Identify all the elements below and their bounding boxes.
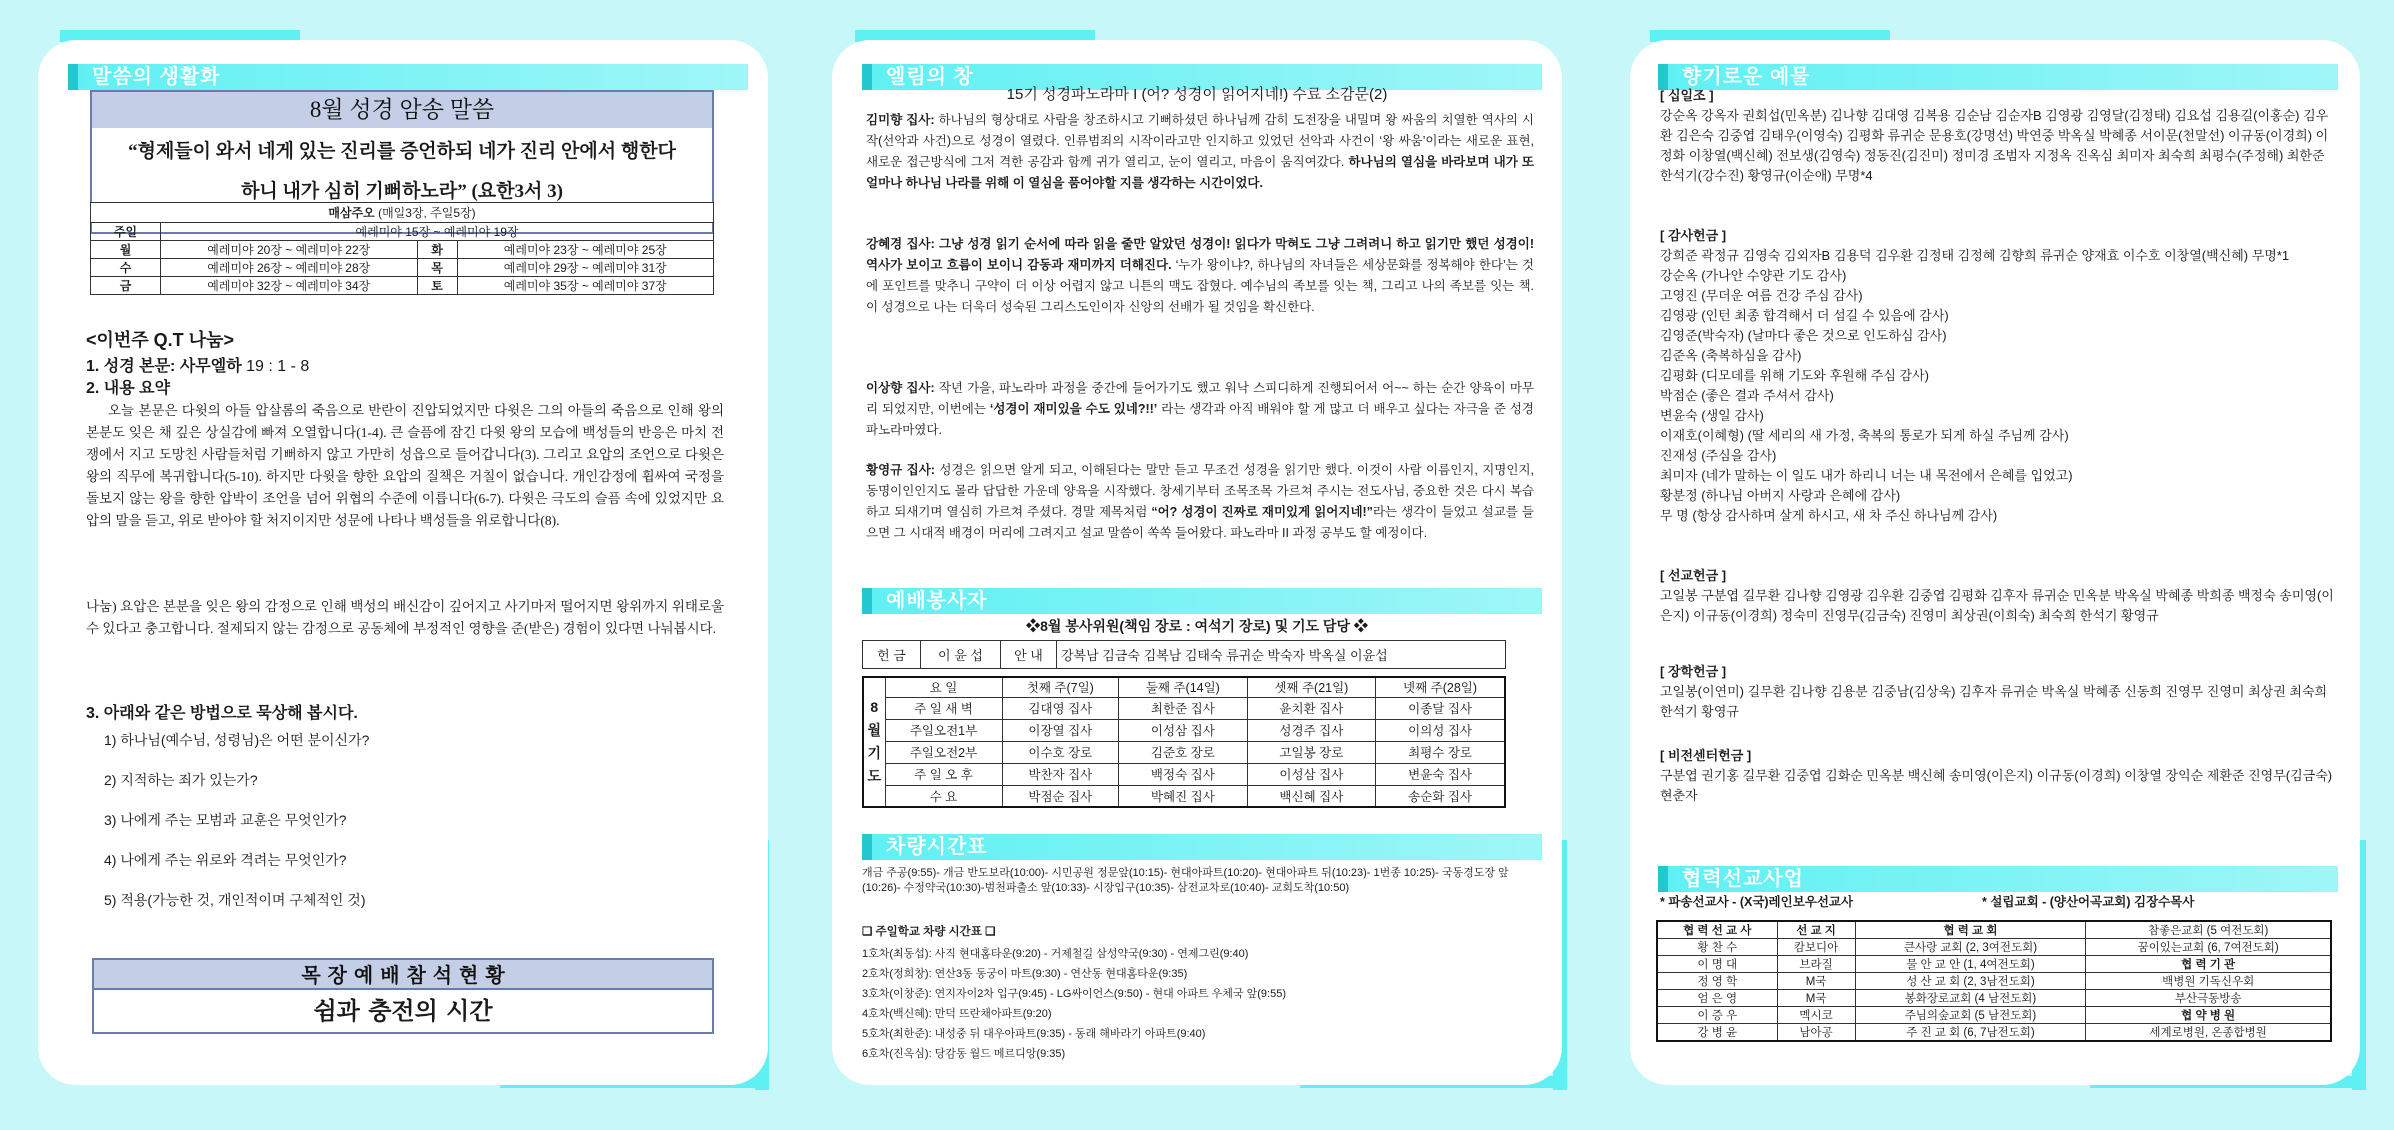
sunday-school-list bbox=[862, 944, 1286, 1064]
section-header: 차량시간표 bbox=[862, 834, 1542, 860]
meditation-question: 2) 지적하는 죄가 있는가? bbox=[104, 772, 258, 788]
section-header: 예배봉사자 bbox=[862, 588, 1542, 614]
list-item: 이재호(이혜형) (딸 세리의 새 가정, 축복의 통로가 되게 하실 주님께 감사) bbox=[1660, 428, 2069, 443]
table-row: 황 찬 수 캄보디아 큰사랑 교회 (2, 3여전도회) 꿈이있는교회 (6, 7여전도회) bbox=[1657, 939, 2331, 956]
list-item: 김준옥 (축복하심을 감사) bbox=[1660, 348, 1802, 363]
reading-range: 예레미야 23장 ~ 예레미야 25장 bbox=[457, 241, 714, 259]
reading-header: 매삼주오 bbox=[328, 206, 375, 220]
table-row: 엄 은 영 M국 봉화장로교회 (4 남전도회) 부산극동방송 bbox=[1657, 990, 2331, 1007]
list-item: 황분정 (하나님 아버지 사랑과 은혜에 감사) bbox=[1660, 488, 1901, 503]
offering-group-mission: [ 선교헌금 ] 고일봉 구분엽 길무환 김나향 김영광 김우환 김중엽 김평화 김후자 류귀순 민옥분 박옥실 박혜종 박희종 백정숙 송미영(이은지) 이규동(이경희) 정숙미 진영무(김금숙) 진영미 최상권(이희숙) 최숙희 한석기 황영규 bbox=[1660, 568, 2334, 623]
table-row: 수 요 박점순 집사 박혜진 집사 백신혜 집사 송순화 집사 bbox=[863, 785, 1505, 807]
attendance-body: 쉼과 충전의 시간 bbox=[313, 997, 493, 1025]
table-header: 협 력 교 회 bbox=[1855, 921, 2086, 939]
day-label: 주일 bbox=[91, 223, 161, 241]
usher-label: 안 내 bbox=[1001, 641, 1057, 669]
qt-item-2: 2. 내용 요약 bbox=[86, 380, 171, 397]
reading-range: 예레미야 20장 ~ 예레미야 22장 bbox=[161, 241, 418, 259]
offering-group-tithe: [ 십일조 ] 강순옥 강옥자 권회섭(민옥분) 김나향 김대영 김복용 김순남 김순자B 김영광 김영달(김정태) 김요섭 김용길(이홍순) 김우환 김은숙 김중엽 김태우(이영숙) 김평화 류귀순 문용호(강명선) 박연중 박옥실 박혜종 서이문(천말선) 이규동(이경희) 이정화 이창열(백신혜) 전보생(김영숙) 정동진(김진미) 정미경 조범자 지정옥 진옥심 최미자 최숙희 최평수(주정해) 최한준 한석기(강수진) 황영규(이순애) 무명*4 bbox=[1660, 88, 2329, 183]
day-label: 금 bbox=[91, 277, 161, 295]
prayer-header: 셋째 주(21일) bbox=[1247, 677, 1376, 697]
mission-founded: * 설립교회 - (양산어곡교회) 김장수목사 bbox=[1982, 895, 2195, 909]
reading-range: 예레미야 32장 ~ 예레미야 34장 bbox=[161, 277, 418, 295]
day-label: 목 bbox=[417, 259, 457, 277]
list-item: 고영진 (무더운 여름 건강 주심 감사) bbox=[1660, 288, 1863, 303]
reading-range: 예레미야 26장 ~ 예레미야 28장 bbox=[161, 259, 418, 277]
testimony: 황영규 집사: 성경은 읽으면 알게 되고, 이해된다는 말만 듣고 무조건 성경을 읽기만 했다. 이것이 사람 이름인지, 지명인지, 동명이인인지도 몰라 답답한 가운데 양육을 시작했다. 창세기부터 조목조목 가르쳐 주시는 전도사님, 중요한 것은 다시 복습하고 되새기며 열심히 가르쳐 주셨다. 경말 제목처럼 “어? 성경이 진짜로 재미있게 읽어지네!”라는 생각이 들었고 설교를 들으면 그 시대적 배경이 머리에 그려지고 설교 말씀이 쏙쏙 들어왔다. 파노라마 II 과정 공부도 할 예정이다. bbox=[866, 463, 1534, 540]
panel-elim bbox=[832, 40, 1562, 1085]
memory-verse-line: “형제들이 와서 네게 있는 진리를 증언하되 네가 진리 안에서 행한다 bbox=[128, 141, 676, 162]
reading-subheader: (매일3장, 주일5장) bbox=[378, 206, 476, 220]
meditation-question: 5) 적용(가능한 것, 개인적이며 구체적인 것) bbox=[104, 892, 366, 908]
list-item: 김영준(박숙자) (날마다 좋은 것으로 인도하심 감사) bbox=[1660, 328, 1947, 343]
offering-group-vision: [ 비전센터헌금 ] 구분엽 권기홍 길무환 김중엽 김화순 민옥분 백신혜 송미영(이은지) 이규동(이경희) 이창열 장익순 제환준 진영무(김금숙) 현춘자 bbox=[1660, 748, 2333, 803]
day-label: 수 bbox=[91, 259, 161, 277]
testimony: 강혜경 집사: 그냥 성경 읽기 순서에 따라 읽을 줄만 알았던 성경이! 읽다가 막혀도 그냥 그려려니 하고 읽기만 했던 성경이! 역사가 보이고 흐름이 보이니 감동과 재미까지 더해진다. ‘누가 왕이냐?, 하나님의 자녀들은 세상문화를 정복해야 한다’는 것에 포인트를 맞추니 구약이 더 이상 어렵지 않고 니튼의 맥도 잡혔다. 예수님의 족보를 잇는 책, 그리고 나의 족보를 잇는 책. 이 성경으로 나는 더욱더 성숙된 그리스도인이자 신앙의 선배가 될 것임을 확신한다. bbox=[866, 237, 1534, 314]
prayer-header: 넷째 주(28일) bbox=[1376, 677, 1505, 697]
meditation-question: 3) 나에게 주는 모범과 교훈은 무엇인가? bbox=[104, 812, 347, 828]
attendance-title: 목 장 예 배 참 석 현 황 bbox=[94, 960, 712, 990]
list-item: 2호차(정희창): 연산3동 동궁이 마트(9:30) - 연산동 현대홈타운(9:35) bbox=[862, 968, 1188, 980]
offering-table bbox=[862, 640, 1506, 669]
sunday-school-title: ❑ 주일학교 차량 시간표 ❑ bbox=[862, 926, 996, 938]
list-item: 1호차(최동섭): 사직 현대홈타운(9:20) - 거제철길 삼성약국(9:30) - 연제그린(9:40) bbox=[862, 948, 1249, 960]
section-header: 말씀의 생활화 bbox=[68, 64, 748, 90]
list-item: 4호차(백신혜): 만덕 뜨란채아파트(9:20) bbox=[862, 1008, 1052, 1020]
memory-verse-line: 하니 내가 심히 기뻐하노라” (요한3서 3) bbox=[241, 181, 563, 202]
offering-group-thanks: [ 감사헌금 ] 강희준 곽정규 김영숙 김외자B 김용덕 김우환 김정태 김정혜 김향희 류귀순 양재효 이수호 이창열(백신혜) 무명*1 강순옥 (가나안 수양관 기도 감사) 고영진 (무더운 여름 건강 주심 감사) 김영광 (인턴 최종 합격해서 더 섬길 수 있음에 감사) 김영준(박숙자) (날마다 좋은 것으로 인도하심 감사) 김준옥 (축복하심을 감사) 김평화 (디모데를 위해 기도와 후원해 주심 감사) 박점순 (좋은 결과 주셔서 감사) 변윤숙 (생일 감사) 이재호(이혜형) (딸 세리의 새 가정, 축복의 통로가 되게 하실 주님께 감사) 진재성 (주심을 감사) 최미자 (네가 말하는 이 일도 내가 하리니 너는 내 목전에서 은혜를 입었고) 황분정 (하나님 아버지 사랑과 은혜에 감사) 무 명 (항상 감사하며 살게 하시고, 새 차 주신 하나님께 감사) bbox=[1660, 226, 2340, 526]
qt-item-1: 1. 성경 본문: 사무엘하 19 : 1 - 8 bbox=[86, 358, 310, 375]
day-label: 월 bbox=[91, 241, 161, 259]
table-row: 강 병 윤 남아공 주 진 교 회 (6, 7남전도회) 세계로병원, 온종합병원 bbox=[1657, 1024, 2331, 1042]
sharing-paragraph: 나눔) 요압은 본분을 잊은 왕의 감정으로 인해 백성의 배신감이 깊어지고 사기마저 떨어지면 왕위까지 위태로울 수 있다고 충고합니다. 절제되지 않는 감정으로 공동체에 부정적인 영향을 준(받은) 경험이 있다면 나눠봅시다. bbox=[86, 599, 724, 636]
mission-sent: * 파송선교사 - (X국)레인보우선교사 bbox=[1660, 895, 1854, 909]
prayer-header: 요 일 bbox=[885, 677, 1002, 697]
table-row: 이 증 우 멕시코 주님의숲교회 (5 남전도회) 협 약 병 원 bbox=[1657, 1007, 2331, 1024]
list-item: 변윤숙 (생일 감사) bbox=[1660, 408, 1764, 423]
table-row: 주 일 오 후 박찬자 집사 백정숙 집사 이성삼 집사 변윤숙 집사 bbox=[863, 763, 1505, 785]
list-item: 무 명 (항상 감사하며 살게 하시고, 새 차 주신 하나님께 감사) bbox=[1660, 508, 1998, 523]
list-item: 진재성 (주심을 감사) bbox=[1660, 448, 1777, 463]
usher-names: 강복남 김금숙 김복남 김태숙 류귀순 박숙자 박옥실 이윤섭 bbox=[1057, 641, 1506, 669]
testimony: 김미향 집사: 하나님의 형상대로 사람을 창조하시고 기뻐하셨던 하나님께 감히 도전장을 내밀며 왕 싸움의 치열한 역사의 시작(선악과 사건)으로 성경이 열렸다. 인류범죄의 시작이라고만 인지하고 있었던 선악과 사건이 ‘왕 싸움’이라는 새로운 표현, 새로운 접근방식에 그저 격한 공감과 함께 귀가 열리고, 눈이 열리고, 마음이 움직여갔다. 하나님의 열심을 바라보며 내가 또 얼마나 하나님 나라를 위해 이 열심을 품어야할 지를 생각하는 시간이었다. bbox=[866, 113, 1534, 190]
day-label: 토 bbox=[417, 277, 457, 295]
article-title: 15기 성경파노라마 I (어? 성경이 읽어지네!) 수료 소감문(2) bbox=[1006, 86, 1388, 103]
qt-item-3: 3. 아래와 같은 방법으로 묵상해 봅시다. bbox=[86, 705, 358, 722]
table-row: 주일오전2부 이수호 장로 김준호 장로 고일봉 장로 최평수 장로 bbox=[863, 741, 1505, 763]
meditation-question: 1) 하나님(예수님, 성령님)은 어떤 분이신가? bbox=[104, 732, 370, 748]
panel-offerings bbox=[1630, 40, 2360, 1085]
table-header: 협 력 선 교 사 bbox=[1657, 921, 1777, 939]
reading-range: 예레미야 35장 ~ 예레미야 37장 bbox=[457, 277, 714, 295]
memory-verse-title: 8월 성경 암송 말씀 bbox=[92, 92, 712, 128]
section-header: 향기로운 예물 bbox=[1658, 64, 2338, 90]
qt-title: <이번주 Q.T 나눔> bbox=[86, 330, 234, 350]
table-header: 선 교 지 bbox=[1777, 921, 1855, 939]
list-item: 박점순 (좋은 결과 주셔서 감사) bbox=[1660, 388, 1834, 403]
table-row: 이 명 대 브라질 물 안 교 안 (1, 4여전도회) 협 력 기 관 bbox=[1657, 956, 2331, 973]
list-item: 최미자 (네가 말하는 이 일도 내가 하리니 너는 내 목전에서 은혜를 입었고) bbox=[1660, 468, 2073, 483]
prayer-header: 둘째 주(14일) bbox=[1119, 677, 1248, 697]
bus-schedule: 개금 주공(9:55)- 개금 반도보라(10:00)- 시민공원 정문앞(10:15)- 현대아파트(10:20)- 현대아파트 뒤(10:23)- 1번종 10:25)- 국동경도장 앞(10:26)- 수정약국(10:30)-범천파출소 앞(10:33)- 시장입구(10:35)- 삼전교차로(10:40)- 교회도착(10:50) bbox=[862, 867, 1509, 894]
attendance-box bbox=[92, 958, 714, 1034]
reading-range: 예레미야 15장 ~ 예레미야 19장 bbox=[161, 223, 714, 241]
mission-table: 협 력 선 교 사 선 교 지 협 력 교 회 참좋은교회 (5 여전도회) 황 찬 수 캄보디아 큰사랑 교회 (2, 3여전도회) 꿈이있는교회 (6, 7여전도회) 이 명 대 브라질 물 안 교 안 (1, 4여전도회) 협 력 기 관 정 영 학 M국 성 산 교 회 (2, 3남전도회) 백병원 기독신우회 엄 은 영 M국 봉화장로교회 (4 남전도회) 부산극동방송 이 증 우 멕시코 주님의숲교회 (5 남전도회) 협 약 병 원 강 병 윤 남아공 주 진 교 회 (6, 7남전도회) 세계로병원, 온종합병원 bbox=[1656, 920, 2332, 1042]
panel-word-life bbox=[38, 40, 768, 1085]
day-label: 화 bbox=[417, 241, 457, 259]
prayer-header: 첫째 주(7일) bbox=[1002, 677, 1119, 697]
offering-label: 헌 금 bbox=[863, 641, 921, 669]
reading-table bbox=[90, 202, 714, 295]
reading-range: 예레미야 29장 ~ 예레미야 31장 bbox=[457, 259, 714, 277]
offering-group-scholarship: [ 장학헌금 ] 고일봉(이연미) 길무환 김나향 김용분 김중남(김상욱) 김후자 류귀순 박옥실 박혜종 신동희 진영무 진영미 최상권 최숙희 한석기 황영규 bbox=[1660, 664, 2328, 719]
table-row: 주일오전1부 이장열 집사 이성삼 집사 성경주 집사 이의성 집사 bbox=[863, 719, 1505, 741]
prayer-table bbox=[862, 676, 1506, 808]
list-item: 6호차(진옥심): 당감동 월드 메르디앙(9:35) bbox=[862, 1048, 1066, 1060]
testimony: 이상향 집사: 작년 가을, 파노라마 과정을 중간에 들어가기도 했고 워낙 스피디하게 진행되어서 어~~ 하는 순간 양육이 마무리 되었지만, 이번에는 ‘성경이 재미있을 수도 있네?!!’ 라는 생각과 아직 배워야 할 게 많고 더 배우고 싶다는 자극을 준 성경파노라마였다. bbox=[866, 381, 1534, 437]
meditation-question: 4) 나에게 주는 위로와 격려는 무엇인가? bbox=[104, 852, 347, 868]
table-row: 정 영 학 M국 성 산 교 회 (2, 3남전도회) 백병원 기독신우회 bbox=[1657, 973, 2331, 990]
prayer-side-label: 8 월 기 도 bbox=[863, 677, 885, 807]
list-item: 3호차(이창준): 연지자이2차 입구(9:45) - LG싸이언스(9:50) - 현대 아파트 우체국 앞(9:55) bbox=[862, 988, 1286, 1000]
list-item: 5호차(최한준): 내성중 뒤 대우아파트(9:35) - 동래 해바라기 아파트(9:40) bbox=[862, 1028, 1206, 1040]
section-header: 협력선교사업 bbox=[1658, 866, 2338, 892]
section-header: 엘림의 창 bbox=[862, 64, 1542, 90]
offering-name: 이 윤 섭 bbox=[921, 641, 1001, 669]
list-item: 김영광 (인턴 최종 합격해서 더 섬길 수 있음에 감사) bbox=[1660, 308, 1949, 323]
list-item: 강순옥 (가나안 수양관 기도 감사) bbox=[1660, 268, 1847, 283]
summary-paragraph: 오늘 본문은 다윗의 아들 압살롬의 죽음으로 반란이 진압되었지만 다윗은 그의 아들의 죽음으로 인해 왕의 본분도 잊은 채 깊은 상실감에 빠져 오열합니다(1-4). 큰 슬픔에 잠긴 다윗 왕의 모습에 백성들의 반응은 마치 전쟁에서 지고 도망친 사람들처럼 기뻐하지 않고 가만히 성읍으로 들어갑니다(3). 그리고 요압의 조언으로 다윗은 왕의 직무에 복귀합니다(5-10). 하지만 다윗을 향한 요압의 질책은 거칠이 없습니다. 개인감정에 휩싸여 국정을 돌보지 않는 왕을 향한 압박이 조언을 넘어 위협의 수준에 이릅니다(6-7). 다윗은 극도의 슬픔 속에 있었지만 요압의 말을 듣고, 위로 받아야 할 처지이지만 성문에 나타나 백성들을 위로합니다(8). bbox=[86, 403, 724, 528]
table-row: 주 일 새 벽 김대영 집사 최한준 집사 윤치환 집사 이종달 집사 bbox=[863, 697, 1505, 719]
service-subtitle: ❖8월 봉사위원(책임 장로 : 여석기 장로) 및 기도 담당 ❖ bbox=[1026, 618, 1368, 634]
list-item: 김평화 (디모데를 위해 기도와 후원해 주심 감사) bbox=[1660, 368, 1929, 383]
